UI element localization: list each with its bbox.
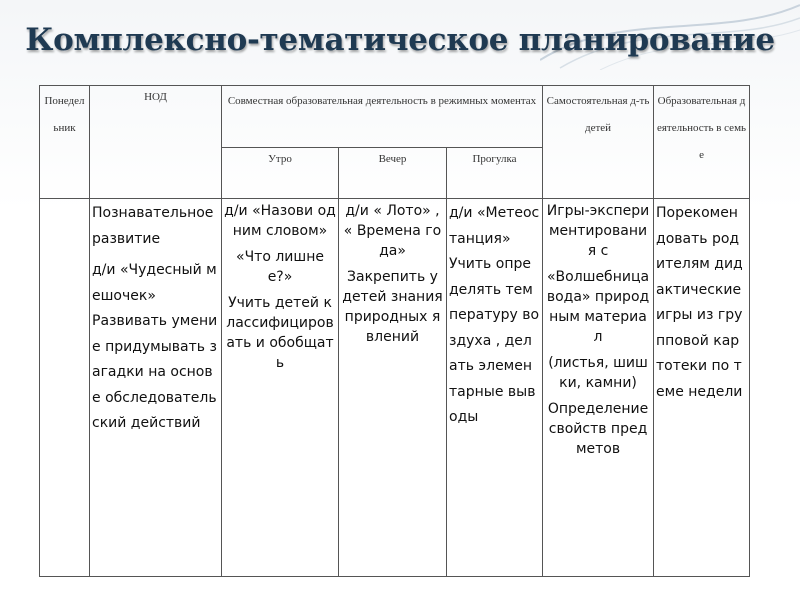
nod-goal: Развивать умение придумывать загадки на основе обследовательский действий bbox=[92, 313, 218, 431]
cell-evening bbox=[339, 199, 447, 577]
evening-game: д/и « Лото» , « Времена года» bbox=[343, 203, 442, 259]
cell-independent bbox=[543, 199, 654, 577]
independent-text-2: «Волшебница вода» природным материал bbox=[546, 269, 650, 345]
planning-table bbox=[39, 85, 750, 577]
morning-game-1: д/и «Назови одним словом» bbox=[224, 203, 336, 239]
independent-text-1: Игры-экспериментирования с bbox=[546, 203, 650, 259]
cell-day bbox=[40, 199, 90, 577]
header-walk: Прогулка bbox=[447, 148, 543, 199]
header-day: Понедельник bbox=[40, 86, 90, 199]
evening-goal: Закрепить у детей знания природных явлений bbox=[342, 269, 443, 345]
nod-area: Познавательное развитие bbox=[92, 205, 214, 247]
cell-family bbox=[654, 199, 750, 577]
header-joint-activity: Совместная образовательная деятельность в режимных моментах bbox=[222, 86, 543, 148]
independent-text-4: Определение свойств предметов bbox=[547, 401, 649, 457]
cell-morning bbox=[222, 199, 339, 577]
cell-nod bbox=[90, 199, 222, 577]
morning-goal: Учить детей классифицировать и обобщать bbox=[226, 295, 334, 371]
walk-goal: Учить определять температуру воздуха , делать элементарные выводы bbox=[449, 256, 540, 425]
nod-game: д/и «Чудесный мешочек» bbox=[92, 262, 217, 304]
header-nod: НОД bbox=[90, 86, 222, 199]
cell-walk bbox=[447, 199, 543, 577]
header-family: Образовательная деятельность в семье bbox=[654, 86, 750, 199]
morning-game-2: «Что лишнее?» bbox=[236, 249, 324, 285]
page-title: Комплексно-тематическое планирование bbox=[25, 22, 775, 58]
header-independent: Самостоятельная д-ть детей bbox=[543, 86, 654, 199]
header-morning: Утро bbox=[222, 148, 339, 199]
header-evening: Вечер bbox=[339, 148, 447, 199]
family-text: Порекомендовать родителям дидактические игры из групповой картотеки по теме недели bbox=[656, 205, 743, 400]
independent-text-3: (листья, шишки, камни) bbox=[548, 355, 648, 391]
walk-game: д/и «Метеостанция» bbox=[449, 205, 540, 247]
